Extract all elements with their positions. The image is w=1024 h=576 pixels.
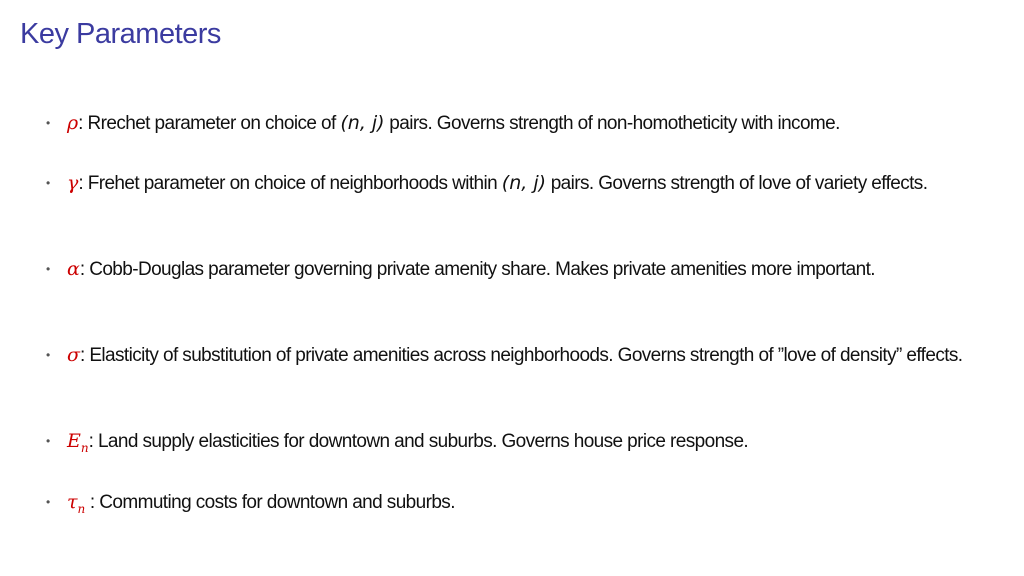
bullet-text-part: pairs. Governs strength of non-homotheticity with income. — [384, 113, 840, 134]
symbol-tau-n — [67, 491, 86, 516]
symbol-gamma: γ — [67, 172, 79, 194]
bullet-text-part: : Rrechet parameter on choice of — [78, 113, 341, 134]
bullet-text — [67, 428, 996, 462]
bullet-text-part: : Commuting costs for downtown and suburbs. — [85, 492, 455, 513]
bullet-dot-icon: • — [46, 262, 50, 276]
bullet-text-part: : Land supply elasticities for downtown and suburbs. Governs house price response. — [88, 431, 749, 452]
symbol-sigma: σ — [67, 344, 80, 366]
bullet-rho — [46, 110, 996, 137]
symbol-subscript: n — [77, 501, 86, 516]
symbol-base: τ — [67, 491, 78, 513]
bullet-dot-icon: • — [46, 176, 50, 190]
bullet-text-part: : Elasticity of substitution of private amenities across neighborhoods. Governs strength of ”love of density” effects. — [79, 345, 963, 366]
bullet-dot-icon: • — [46, 495, 50, 509]
bullet-text — [67, 342, 996, 369]
bullet-e-n — [46, 428, 996, 462]
bullet-text — [67, 256, 996, 283]
symbol-subscript: n — [80, 440, 89, 455]
bullet-alpha — [46, 256, 996, 283]
bullet-dot-icon: • — [46, 348, 50, 362]
bullet-text — [67, 110, 996, 137]
bullet-dot-icon: • — [46, 434, 50, 448]
bullet-text-part: : Cobb-Douglas parameter governing private amenity share. Makes private amenities more important. — [79, 259, 875, 280]
symbol-e-n — [67, 430, 89, 455]
bullet-text-part: : Frehet parameter on choice of neighborhoods within — [78, 173, 502, 194]
symbol-alpha: α — [67, 258, 80, 280]
bullet-text — [67, 489, 996, 523]
bullet-text-part: pairs. Governs strength of love of variety effects. — [546, 173, 928, 194]
bullet-gamma — [46, 170, 996, 197]
slide-title: Key Parameters — [20, 18, 221, 50]
bullet-text — [67, 170, 996, 197]
math-n-j: (n, j) — [501, 172, 547, 194]
math-n-j: (n, j) — [340, 112, 385, 134]
symbol-rho: ρ — [67, 112, 79, 134]
symbol-base: E — [67, 430, 81, 452]
bullet-tau-n — [46, 489, 996, 523]
bullet-sigma — [46, 342, 996, 369]
bullet-dot-icon: • — [46, 116, 50, 130]
